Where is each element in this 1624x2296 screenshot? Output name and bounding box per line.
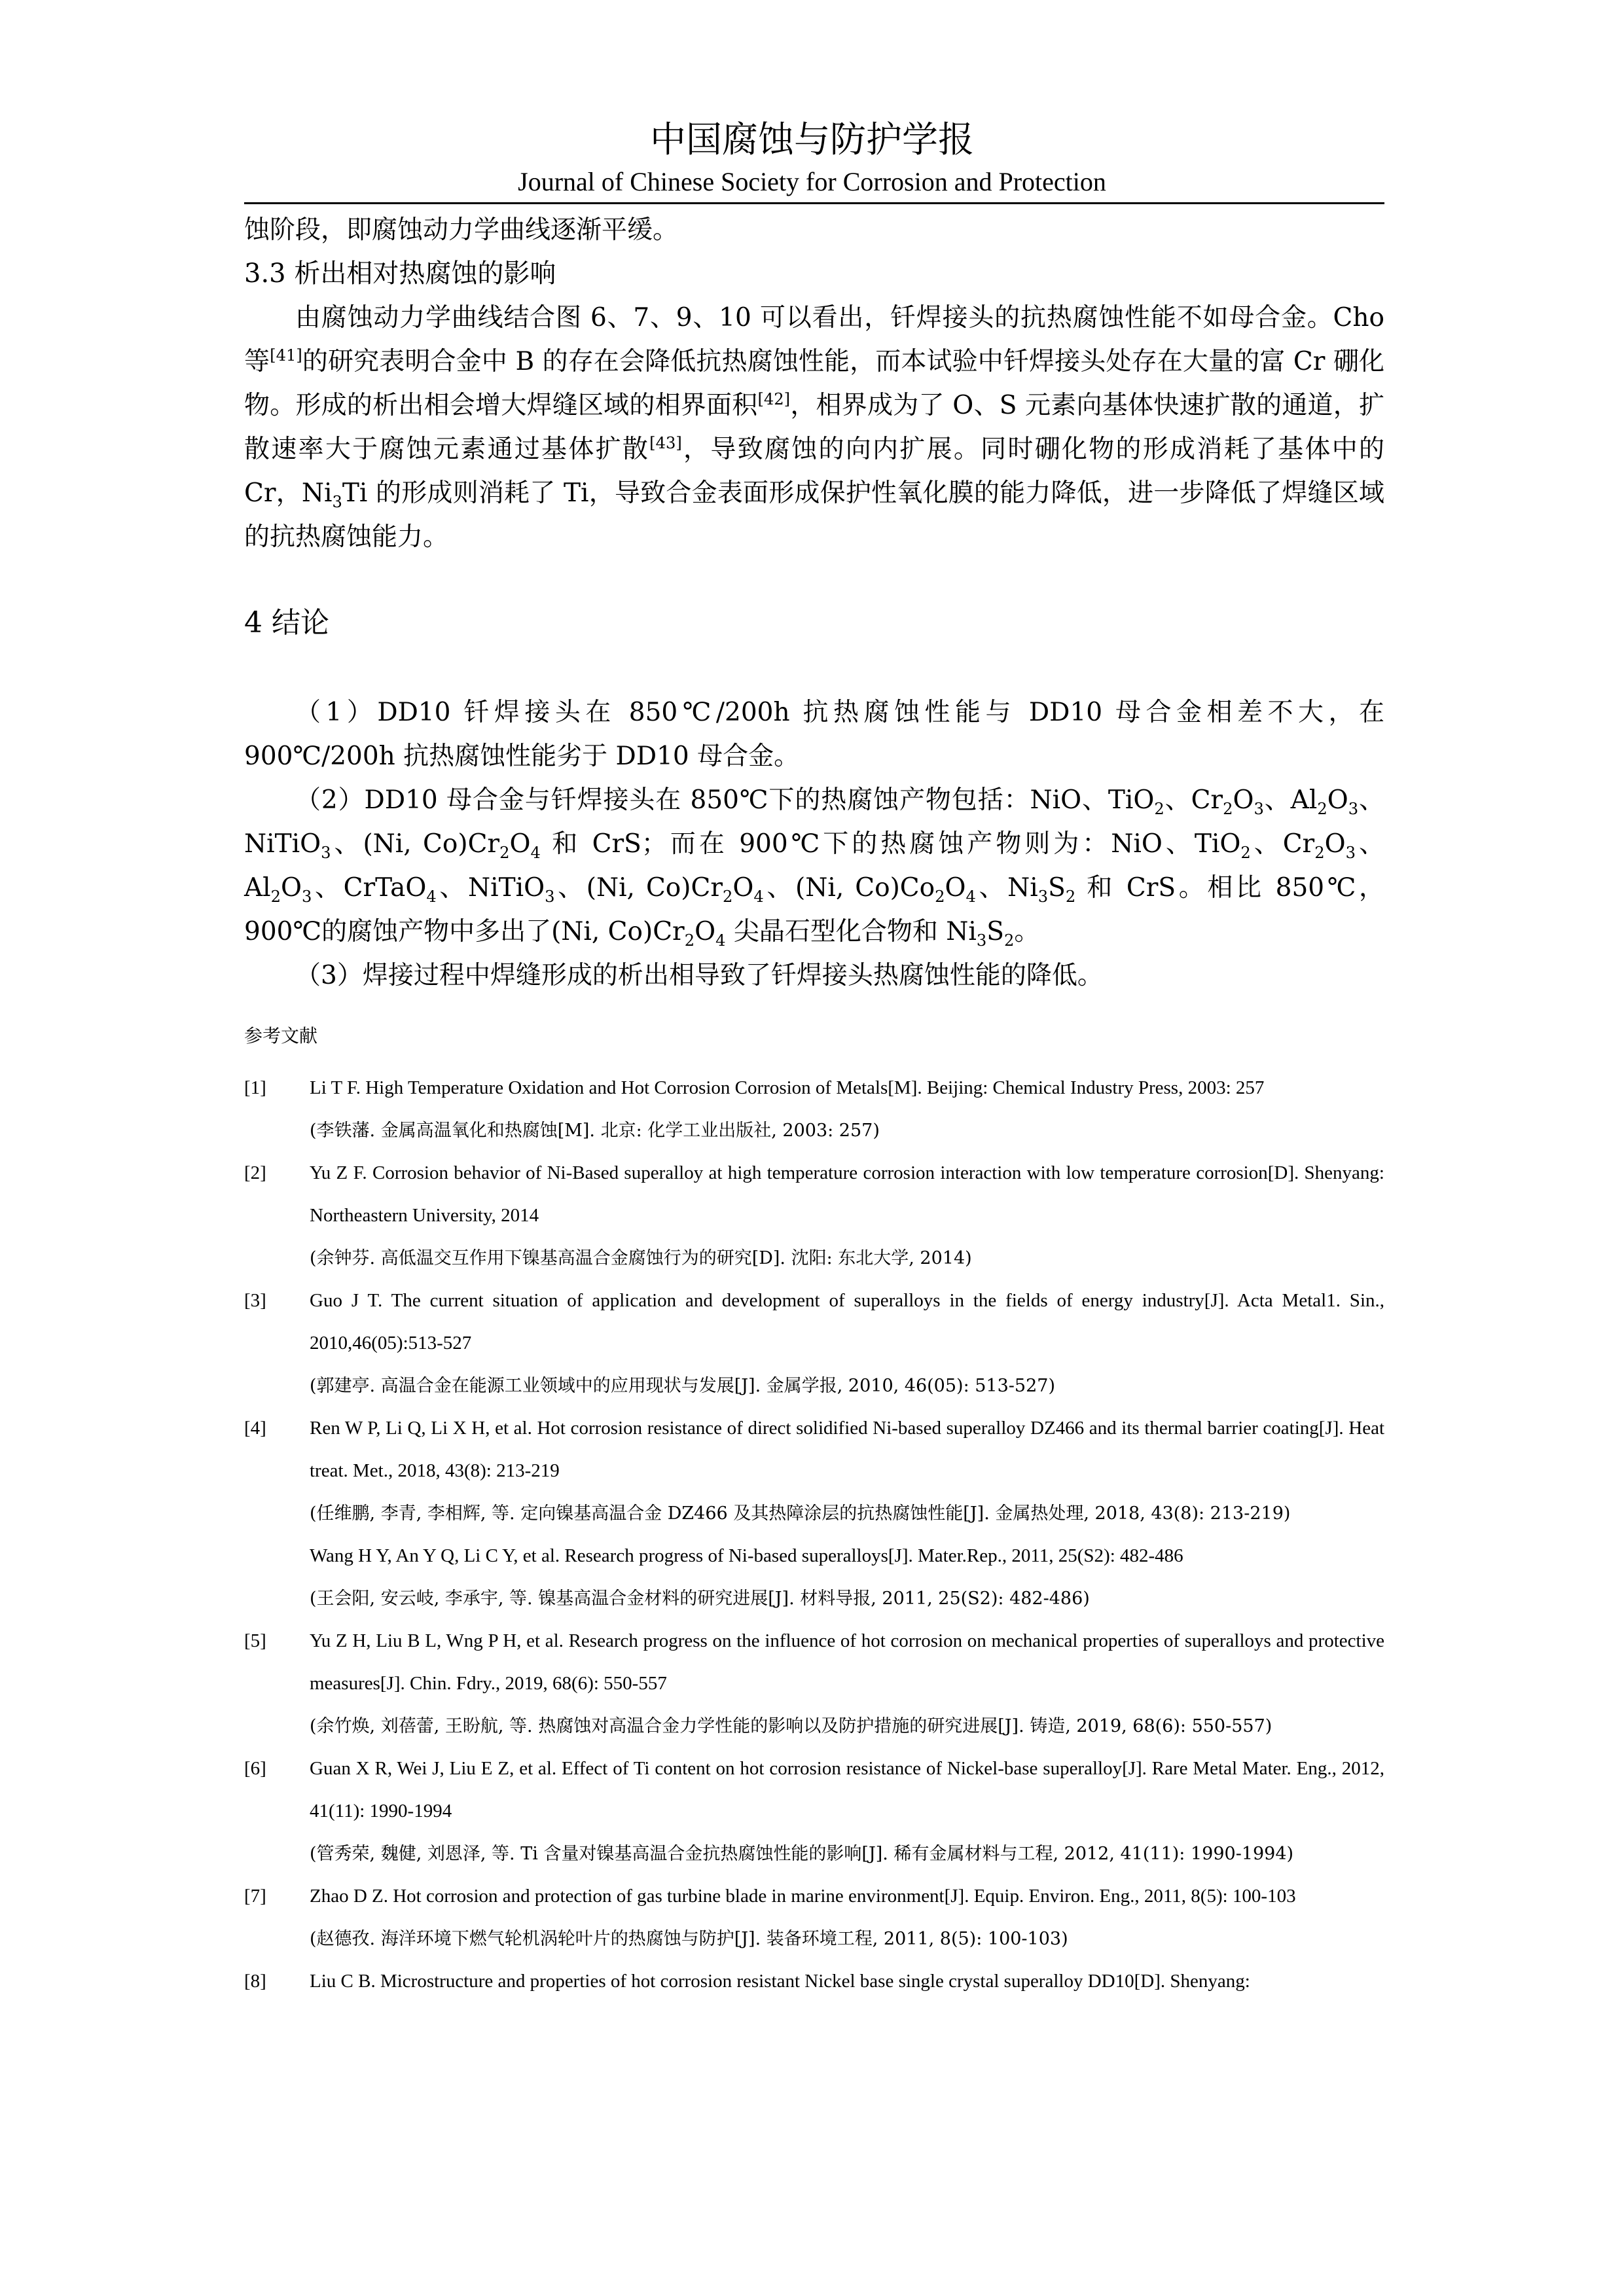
conclusion-3: （3）焊接过程中焊缝形成的析出相导致了钎焊接头热腐蚀性能的降低。 bbox=[295, 961, 1103, 990]
citation: [41] bbox=[270, 346, 302, 365]
reference-line: (李铁藩. 金属高温氧化和热腐蚀[M]. 北京: 化学工业出版社, 2003: 257) bbox=[310, 1121, 880, 1141]
reference-line: Liu C B. Microstructure and properties of hot corrosion resistant Nickel base single crystal superalloy DD10[D]. Shenyang: bbox=[310, 1971, 1250, 1992]
reference-line: Yu Z H, Liu B L, Wng P H, et al. Research progress on the influence of hot corrosion on mechanical properties of superalloys and protective measures[J]. Chin. Fdry., 2019, 68(6): 550-557 bbox=[310, 1630, 1384, 1694]
section-heading-4: 4 结论 bbox=[244, 606, 329, 639]
journal-title-cn: 中国腐蚀与防护学报 bbox=[649, 118, 974, 160]
reference-line: (管秀荣, 魏健, 刘恩泽, 等. Ti 含量对镍基高温合金抗热腐蚀性能的影响[J]. 稀有金属材料与工程, 2012, 41(11): 1990-1994) bbox=[310, 1844, 1294, 1864]
reference-line: Guan X R, Wei J, Liu E Z, et al. Effect of Ti content on hot corrosion resistance of Nickel-base superalloy[J]. Rare Metal Mater. Eng., 2012, 41(11): 1990-1994 bbox=[310, 1758, 1384, 1821]
reference-number: [6] bbox=[244, 1758, 266, 1779]
reference-list bbox=[244, 1067, 1384, 2003]
journal-title-en: Journal of Chinese Society for Corrosion and Protection bbox=[518, 167, 1106, 196]
reference-line: (王会阳, 安云岐, 李承宇, 等. 镍基高温合金材料的研究进展[J]. 材料导报, 2011, 25(S2): 482-486) bbox=[310, 1588, 1090, 1609]
reference-item bbox=[244, 1960, 1384, 2003]
references-title: 参考文献 bbox=[244, 1025, 318, 1047]
reference-line: (赵德孜. 海洋环境下燃气轮机涡轮叶片的热腐蚀与防护[J]. 装备环境工程, 2011, 8(5): 100-103) bbox=[310, 1929, 1068, 1949]
header-rule bbox=[244, 202, 1384, 204]
reference-line: (余钟芬. 高低温交互作用下镍基高温合金腐蚀行为的研究[D]. 沈阳: 东北大学, 2014) bbox=[310, 1248, 972, 1268]
reference-item bbox=[244, 1407, 1384, 1620]
conclusion-2: （2）DD10 母合金与钎焊接头在 850℃下的热腐蚀产物包括：NiO、TiO$_2$、$Cr_2O_3$、$Al_2O_3$、NiTiO$_3$、(Ni, $Co)Cr_2O_4$ 和 CrS；而在 900℃下的热腐蚀产物则为：NiO、TiO$_2$、$Cr_2O_3$、$Al_2O_3$、CrTaO$_4$、NiTiO$_3$、(Ni, $Co)Cr_2O_4$、(Ni, $Co)Co_2O_4$、$Ni_3S_2$ 和 CrS。相比 850℃，900℃的腐蚀产物中多出了(Ni, $Co)Cr_2O_4$ 尖晶石型化合物和 $Ni_3S_2$。 bbox=[244, 785, 1384, 950]
reference-line: Ren W P, Li Q, Li X H, et al. Hot corrosion resistance of direct solidified Ni-based superalloy DZ466 and its thermal barrier coating[J]. Heat treat. Met., 2018, 43(8): 213-219 bbox=[310, 1418, 1384, 1481]
reference-number: [5] bbox=[244, 1630, 266, 1651]
reference-line: (任维鹏, 李青, 李相辉, 等. 定向镍基高温合金 DZ466 及其热障涂层的抗热腐蚀性能[J]. 金属热处理, 2018, 43(8): 213-219) bbox=[310, 1503, 1291, 1524]
citation: [42] bbox=[757, 390, 791, 408]
reference-item bbox=[244, 1748, 1384, 1875]
section-heading-3-3: 3.3 析出相对热腐蚀的影响 bbox=[244, 259, 556, 289]
reference-number: [1] bbox=[244, 1077, 266, 1098]
reference-number: [7] bbox=[244, 1886, 266, 1907]
reference-item bbox=[244, 1067, 1384, 1152]
paragraph-3-3: 由腐蚀动力学曲线结合图 6、7、9、10 可以看出，钎焊接头的抗热腐蚀性能不如母合金。Cho 等[41]的研究表明合金中 B 的存在会降低抗热腐蚀性能，而本试验中钎焊接头处存在大量的富 Cr 硼化物。形成的析出相会增大焊缝区域的相界面积[42]，相界成为了 O、S 元素向基体快速扩散的通道，扩散速率大于腐蚀元素通过基体扩散[43]，导致腐蚀的向内扩展。同时硼化物的形成消耗了基体中的 Cr，$Ni_3Ti$ 的形成则消耗了 Ti，导致合金表面形成保护性氧化膜的能力降低，进一步降低了焊缝区域的抗热腐蚀能力。 bbox=[244, 303, 1384, 552]
conclusion-1: （1）DD10 钎焊接头在 850℃/200h 抗热腐蚀性能与 DD10 母合金相差不大，在 900℃/200h 抗热腐蚀性能劣于 DD10 母合金。 bbox=[244, 698, 1384, 771]
reference-number: [4] bbox=[244, 1418, 266, 1439]
reference-line: Guo J T. The current situation of application and development of superalloys in the fields of energy industry[J]. Acta Metal1. Sin., 2010,46(05):513-527 bbox=[310, 1290, 1384, 1354]
reference-item bbox=[244, 1875, 1384, 1960]
reference-number: [8] bbox=[244, 1971, 266, 1992]
reference-item bbox=[244, 1280, 1384, 1407]
reference-line: Li T F. High Temperature Oxidation and Hot Corrosion Corrosion of Metals[M]. Beijing: Chemical Industry Press, 2003: 257 bbox=[310, 1077, 1265, 1098]
reference-number: [2] bbox=[244, 1162, 266, 1183]
reference-line: (余竹焕, 刘蓓蕾, 王盼航, 等. 热腐蚀对高温合金力学性能的影响以及防护措施的研究进展[J]. 铸造, 2019, 68(6): 550-557) bbox=[310, 1716, 1272, 1736]
reference-line: Zhao D Z. Hot corrosion and protection of gas turbine blade in marine environment[J]. Equip. Environ. Eng., 2011, 8(5): 100-103 bbox=[310, 1886, 1296, 1907]
reference-line: (郭建亭. 高温合金在能源工业领域中的应用现状与发展[J]. 金属学报, 2010, 46(05): 513-527) bbox=[310, 1376, 1055, 1396]
body-text bbox=[244, 208, 1384, 997]
lead-line: 蚀阶段，即腐蚀动力学曲线逐渐平缓。 bbox=[244, 215, 679, 245]
citation: [43] bbox=[649, 434, 682, 452]
reference-line: Yu Z F. Corrosion behavior of Ni-Based superalloy at high temperature corrosion interaction with low temperature corrosion[D]. Shenyang: Northeastern University, 2014 bbox=[310, 1162, 1384, 1226]
reference-number: [3] bbox=[244, 1290, 266, 1311]
reference-item bbox=[244, 1152, 1384, 1280]
reference-line: Wang H Y, An Y Q, Li C Y, et al. Research progress of Ni-based superalloys[J]. Mater.Rep., 2011, 25(S2): 482-486 bbox=[310, 1545, 1183, 1566]
reference-item bbox=[244, 1620, 1384, 1748]
